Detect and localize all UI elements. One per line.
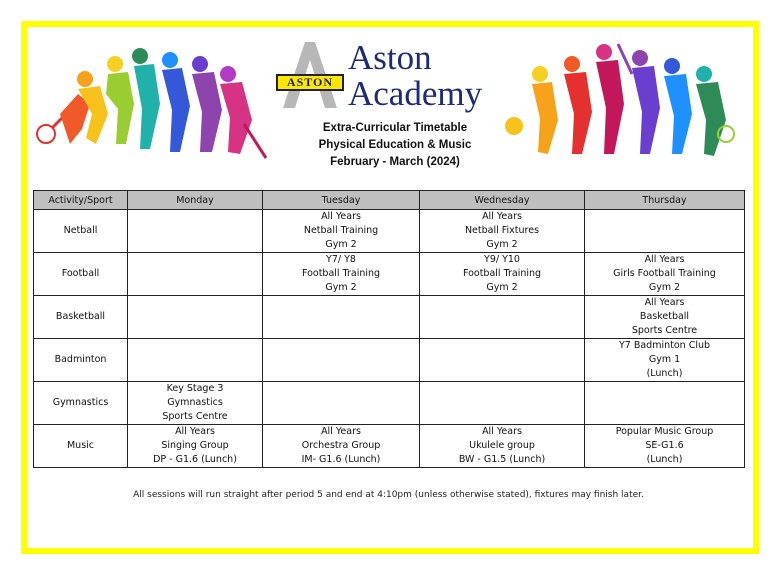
tuesday-cell: [263, 339, 420, 382]
activity-cell: Netball: [34, 210, 128, 253]
subtitle-line2: Physical Education & Music: [318, 139, 472, 151]
tuesday-cell: [263, 382, 420, 425]
table-row: [34, 382, 745, 425]
cell-line: Gym 1: [648, 354, 681, 365]
cell-line: Orchestra Group: [301, 440, 381, 451]
cell-line: Netball Fixtures: [464, 225, 540, 236]
wednesday-cell: [420, 425, 585, 468]
logo-name-line1: Aston: [348, 38, 432, 77]
cell-line: Singing Group: [161, 440, 229, 451]
cell-line: All Years: [644, 254, 685, 265]
cell-line: Girls Football Training: [613, 268, 716, 279]
wednesday-cell: [420, 382, 585, 425]
tuesday-cell: [263, 210, 420, 253]
cell-line: All Years: [175, 426, 215, 437]
table-row: [34, 425, 745, 468]
timetable-body: [34, 210, 745, 468]
sports-silhouettes-right-image: [500, 34, 740, 164]
column-header-tuesday: Tuesday: [263, 191, 420, 210]
cell-line: Gym 2: [325, 282, 357, 293]
timetable-header-row: [34, 191, 745, 210]
activity-cell: Football: [34, 253, 128, 296]
cell-line: All Years: [321, 211, 361, 222]
cell-line: All Years: [321, 426, 361, 437]
cell-line: Y7/ Y8: [326, 254, 356, 265]
footer-note: All sessions will run straight after period 5 and end at 4:10pm (unless otherwise stated), fixtures may finish later.: [133, 490, 644, 500]
column-header-monday: Monday: [128, 191, 263, 210]
table-row: [34, 339, 745, 382]
cell-line: Ukulele group: [469, 440, 535, 451]
table-row: [34, 296, 745, 339]
column-header-thursday: Thursday: [585, 191, 745, 210]
subtitle-line3: February - March (2024): [330, 156, 460, 168]
cell-line: Gym 2: [486, 239, 518, 250]
monday-cell: [128, 296, 263, 339]
wednesday-cell: [420, 253, 585, 296]
cell-line: All Years: [482, 426, 522, 437]
school-logo: [276, 40, 506, 114]
tuesday-cell: [263, 425, 420, 468]
monday-cell: [128, 425, 263, 468]
cell-line: Netball Training: [303, 225, 379, 236]
cell-line: All Years: [482, 211, 522, 222]
cell-line: Basketball: [639, 311, 690, 322]
cell-line: (Lunch): [646, 454, 683, 465]
column-header-wednesday: Wednesday: [420, 191, 585, 210]
cell-line: Football Training: [301, 268, 381, 279]
wednesday-cell: [420, 210, 585, 253]
table-row: [34, 210, 745, 253]
cell-line: DP - G1.6 (Lunch): [153, 454, 237, 465]
tuesday-cell: [263, 253, 420, 296]
logo-badge: ASTON: [276, 74, 344, 91]
timetable-subtitle: [290, 120, 500, 171]
cell-line: Popular Music Group: [615, 426, 714, 437]
monday-cell: [128, 210, 263, 253]
cell-line: BW - G1.5 (Lunch): [458, 454, 546, 465]
wednesday-cell: [420, 296, 585, 339]
monday-cell: [128, 339, 263, 382]
activity-cell: Music: [34, 425, 128, 468]
monday-cell: [128, 382, 263, 425]
timetable: [33, 190, 745, 468]
sports-silhouettes-left-image: [30, 34, 270, 164]
cell-line: Sports Centre: [631, 325, 698, 336]
cell-line: Gym 2: [325, 239, 357, 250]
monday-cell: [128, 253, 263, 296]
cell-line: Gymnastics: [167, 397, 223, 408]
thursday-cell: [585, 425, 745, 468]
logo-name-line2: Academy: [348, 74, 483, 113]
column-header-activity: Activity/Sport: [34, 191, 128, 210]
cell-line: Key Stage 3: [166, 383, 224, 394]
thursday-cell: [585, 296, 745, 339]
cell-line: Gym 2: [648, 282, 681, 293]
activity-cell: Badminton: [34, 339, 128, 382]
thursday-cell: [585, 210, 745, 253]
cell-line: Gym 2: [486, 282, 518, 293]
tuesday-cell: [263, 296, 420, 339]
subtitle-line1: Extra-Curricular Timetable: [322, 122, 468, 134]
cell-line: Sports Centre: [162, 411, 228, 422]
cell-line: (Lunch): [646, 368, 683, 379]
cell-line: Y9/ Y10: [484, 254, 520, 265]
cell-line: SE-G1.6: [645, 440, 684, 451]
activity-cell: Gymnastics: [34, 382, 128, 425]
cell-line: Football Training: [462, 268, 542, 279]
table-row: [34, 253, 745, 296]
cell-line: IM- G1.6 (Lunch): [301, 454, 381, 465]
cell-line: Y7 Badminton Club: [618, 340, 711, 351]
activity-cell: Basketball: [34, 296, 128, 339]
thursday-cell: [585, 253, 745, 296]
cell-line: All Years: [644, 297, 685, 308]
wednesday-cell: [420, 339, 585, 382]
thursday-cell: [585, 339, 745, 382]
thursday-cell: [585, 382, 745, 425]
